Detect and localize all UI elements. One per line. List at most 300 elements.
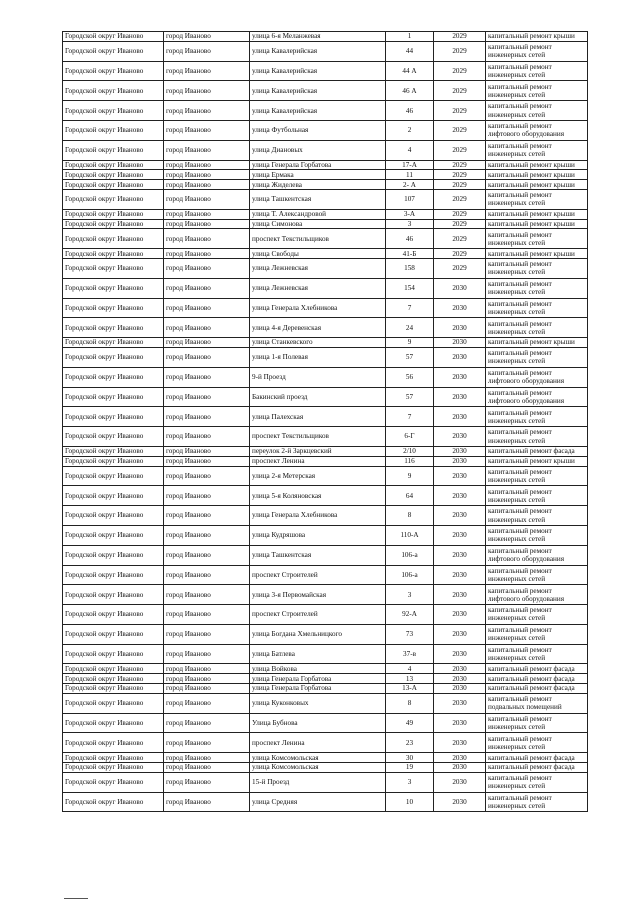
- locality-cell: город Иваново: [164, 32, 250, 42]
- street-cell: улица Комсомольская: [250, 753, 386, 763]
- street-cell: улица Генерала Хлебникова: [250, 298, 386, 318]
- municipality-cell: Городской округ Иваново: [63, 772, 164, 792]
- year-cell: 2030: [434, 792, 486, 812]
- year-cell: 2030: [434, 446, 486, 456]
- year-cell: 2029: [434, 180, 486, 190]
- work-type-cell: капитальный ремонт инженерных сетей: [486, 258, 588, 278]
- house-number-cell: 44: [386, 41, 434, 61]
- year-cell: 2030: [434, 565, 486, 585]
- municipality-cell: Городской округ Иваново: [63, 387, 164, 407]
- locality-cell: город Иваново: [164, 456, 250, 466]
- house-number-cell: 44 А: [386, 61, 434, 81]
- table-row: [63, 120, 588, 140]
- table-row: [63, 298, 588, 318]
- locality-cell: город Иваново: [164, 140, 250, 160]
- work-type-cell: капитальный ремонт инженерных сетей: [486, 713, 588, 733]
- document-page: [62, 31, 587, 812]
- locality-cell: город Иваново: [164, 466, 250, 486]
- work-type-cell: капитальный ремонт инженерных сетей: [486, 792, 588, 812]
- work-type-cell: капитальный ремонт инженерных сетей: [486, 189, 588, 209]
- table-row: [63, 506, 588, 526]
- street-cell: улица Т. Александровой: [250, 209, 386, 219]
- work-type-cell: капитальный ремонт инженерных сетей: [486, 772, 588, 792]
- street-cell: улица 4-я Деревенская: [250, 318, 386, 338]
- locality-cell: город Иваново: [164, 545, 250, 565]
- work-type-cell: капитальный ремонт крыши: [486, 32, 588, 42]
- table-row: [63, 624, 588, 644]
- footer-line: [64, 898, 88, 899]
- year-cell: 2029: [434, 61, 486, 81]
- locality-cell: город Иваново: [164, 347, 250, 367]
- locality-cell: город Иваново: [164, 713, 250, 733]
- locality-cell: город Иваново: [164, 249, 250, 259]
- street-cell: улица Ермака: [250, 170, 386, 180]
- municipality-cell: Городской округ Иваново: [63, 219, 164, 229]
- house-number-cell: 106-а: [386, 565, 434, 585]
- table-row: [63, 318, 588, 338]
- municipality-cell: Городской округ Иваново: [63, 81, 164, 101]
- table-row: [63, 792, 588, 812]
- street-cell: улица Лежневская: [250, 258, 386, 278]
- municipality-cell: Городской округ Иваново: [63, 684, 164, 694]
- municipality-cell: Городской округ Иваново: [63, 644, 164, 664]
- house-number-cell: 13-А: [386, 684, 434, 694]
- table-row: [63, 693, 588, 713]
- work-type-cell: капитальный ремонт лифтового оборудования: [486, 120, 588, 140]
- street-cell: улица Кавалерийская: [250, 41, 386, 61]
- street-cell: переулок 2-й Заркцевский: [250, 446, 386, 456]
- year-cell: 2030: [434, 407, 486, 427]
- locality-cell: город Иваново: [164, 120, 250, 140]
- house-number-cell: 64: [386, 486, 434, 506]
- house-number-cell: 6-Г: [386, 427, 434, 447]
- house-number-cell: 56: [386, 367, 434, 387]
- municipality-cell: Городской округ Иваново: [63, 180, 164, 190]
- work-type-cell: капитальный ремонт инженерных сетей: [486, 318, 588, 338]
- street-cell: 9-й Проезд: [250, 367, 386, 387]
- table-row: [63, 407, 588, 427]
- house-number-cell: 11: [386, 170, 434, 180]
- municipality-cell: Городской округ Иваново: [63, 170, 164, 180]
- year-cell: 2029: [434, 209, 486, 219]
- year-cell: 2030: [434, 486, 486, 506]
- locality-cell: город Иваново: [164, 338, 250, 348]
- house-number-cell: 9: [386, 466, 434, 486]
- municipality-cell: Городской округ Иваново: [63, 278, 164, 298]
- house-number-cell: 46: [386, 229, 434, 249]
- locality-cell: город Иваново: [164, 180, 250, 190]
- street-cell: улица Кавалерийская: [250, 81, 386, 101]
- year-cell: 2030: [434, 684, 486, 694]
- locality-cell: город Иваново: [164, 733, 250, 753]
- year-cell: 2030: [434, 525, 486, 545]
- work-type-cell: капитальный ремонт инженерных сетей: [486, 525, 588, 545]
- street-cell: улица Войкова: [250, 664, 386, 674]
- locality-cell: город Иваново: [164, 792, 250, 812]
- work-type-cell: капитальный ремонт инженерных сетей: [486, 733, 588, 753]
- house-number-cell: 73: [386, 624, 434, 644]
- municipality-cell: Городской округ Иваново: [63, 585, 164, 605]
- table-row: [63, 446, 588, 456]
- work-type-cell: капитальный ремонт инженерных сетей: [486, 427, 588, 447]
- work-type-cell: капитальный ремонт лифтового оборудования: [486, 367, 588, 387]
- work-type-cell: капитальный ремонт крыши: [486, 456, 588, 466]
- work-type-cell: капитальный ремонт инженерных сетей: [486, 565, 588, 585]
- street-cell: проспект Ленина: [250, 733, 386, 753]
- locality-cell: город Иваново: [164, 318, 250, 338]
- locality-cell: город Иваново: [164, 446, 250, 456]
- locality-cell: город Иваново: [164, 525, 250, 545]
- locality-cell: город Иваново: [164, 298, 250, 318]
- year-cell: 2030: [434, 733, 486, 753]
- house-number-cell: 19: [386, 763, 434, 773]
- municipality-cell: Городской округ Иваново: [63, 713, 164, 733]
- house-number-cell: 154: [386, 278, 434, 298]
- house-number-cell: 49: [386, 713, 434, 733]
- year-cell: 2029: [434, 81, 486, 101]
- house-number-cell: 4: [386, 664, 434, 674]
- table-row: [63, 278, 588, 298]
- house-number-cell: 92-А: [386, 605, 434, 625]
- municipality-cell: Городской округ Иваново: [63, 506, 164, 526]
- street-cell: проспект Строителей: [250, 565, 386, 585]
- street-cell: улица Палехская: [250, 407, 386, 427]
- table-row: [63, 763, 588, 773]
- street-cell: улица 5-я Коляновская: [250, 486, 386, 506]
- table-row: [63, 545, 588, 565]
- table-row: [63, 160, 588, 170]
- table-row: [63, 713, 588, 733]
- work-type-cell: капитальный ремонт инженерных сетей: [486, 466, 588, 486]
- locality-cell: город Иваново: [164, 229, 250, 249]
- municipality-cell: Городской округ Иваново: [63, 753, 164, 763]
- work-type-cell: капитальный ремонт фасада: [486, 753, 588, 763]
- municipality-cell: Городской округ Иваново: [63, 249, 164, 259]
- street-cell: улица Генерала Горбатова: [250, 684, 386, 694]
- municipality-cell: Городской округ Иваново: [63, 338, 164, 348]
- house-number-cell: 17-А: [386, 160, 434, 170]
- table-row: [63, 249, 588, 259]
- locality-cell: город Иваново: [164, 753, 250, 763]
- house-number-cell: 7: [386, 298, 434, 318]
- street-cell: проспект Строителей: [250, 605, 386, 625]
- locality-cell: город Иваново: [164, 427, 250, 447]
- table-row: [63, 733, 588, 753]
- house-number-cell: 8: [386, 506, 434, 526]
- work-type-cell: капитальный ремонт фасада: [486, 446, 588, 456]
- locality-cell: город Иваново: [164, 624, 250, 644]
- work-type-cell: капитальный ремонт инженерных сетей: [486, 298, 588, 318]
- year-cell: 2030: [434, 545, 486, 565]
- house-number-cell: 3: [386, 219, 434, 229]
- work-type-cell: капитальный ремонт инженерных сетей: [486, 229, 588, 249]
- municipality-cell: Городской округ Иваново: [63, 446, 164, 456]
- street-cell: проспект Текстильщиков: [250, 427, 386, 447]
- house-number-cell: 2/10: [386, 446, 434, 456]
- municipality-cell: Городской округ Иваново: [63, 101, 164, 121]
- table-row: [63, 338, 588, 348]
- table-row: [63, 81, 588, 101]
- table-row: [63, 367, 588, 387]
- municipality-cell: Городской округ Иваново: [63, 674, 164, 684]
- municipality-cell: Городской округ Иваново: [63, 407, 164, 427]
- year-cell: 2030: [434, 585, 486, 605]
- locality-cell: город Иваново: [164, 41, 250, 61]
- municipality-cell: Городской округ Иваново: [63, 545, 164, 565]
- street-cell: улица 2-я Метерская: [250, 466, 386, 486]
- table-row: [63, 585, 588, 605]
- year-cell: 2030: [434, 772, 486, 792]
- locality-cell: город Иваново: [164, 486, 250, 506]
- work-type-cell: капитальный ремонт инженерных сетей: [486, 347, 588, 367]
- municipality-cell: Городской округ Иваново: [63, 693, 164, 713]
- year-cell: 2029: [434, 160, 486, 170]
- work-type-cell: капитальный ремонт фасада: [486, 674, 588, 684]
- street-cell: улица Симонова: [250, 219, 386, 229]
- municipality-cell: Городской округ Иваново: [63, 525, 164, 545]
- municipality-cell: Городской округ Иваново: [63, 624, 164, 644]
- locality-cell: город Иваново: [164, 565, 250, 585]
- street-cell: улица Батлева: [250, 644, 386, 664]
- table-row: [63, 180, 588, 190]
- table-row: [63, 525, 588, 545]
- work-type-cell: капитальный ремонт крыши: [486, 180, 588, 190]
- work-type-cell: капитальный ремонт фасада: [486, 763, 588, 773]
- year-cell: 2030: [434, 763, 486, 773]
- work-type-cell: капитальный ремонт инженерных сетей: [486, 644, 588, 664]
- year-cell: 2030: [434, 387, 486, 407]
- year-cell: 2030: [434, 624, 486, 644]
- municipality-cell: Городской округ Иваново: [63, 733, 164, 753]
- locality-cell: город Иваново: [164, 209, 250, 219]
- table-row: [63, 644, 588, 664]
- locality-cell: город Иваново: [164, 506, 250, 526]
- street-cell: Улица Бубнова: [250, 713, 386, 733]
- locality-cell: город Иваново: [164, 763, 250, 773]
- house-number-cell: 46 А: [386, 81, 434, 101]
- table-row: [63, 684, 588, 694]
- year-cell: 2029: [434, 120, 486, 140]
- work-type-cell: капитальный ремонт крыши: [486, 249, 588, 259]
- municipality-cell: Городской округ Иваново: [63, 466, 164, 486]
- house-number-cell: 46: [386, 101, 434, 121]
- municipality-cell: Городской округ Иваново: [63, 298, 164, 318]
- table-row: [63, 258, 588, 278]
- municipality-cell: Городской округ Иваново: [63, 427, 164, 447]
- table-row: [63, 466, 588, 486]
- year-cell: 2030: [434, 427, 486, 447]
- house-number-cell: 57: [386, 347, 434, 367]
- locality-cell: город Иваново: [164, 693, 250, 713]
- street-cell: улица Средняя: [250, 792, 386, 812]
- work-type-cell: капитальный ремонт крыши: [486, 338, 588, 348]
- street-cell: улица Генерала Горбатова: [250, 674, 386, 684]
- table-row: [63, 140, 588, 160]
- street-cell: улица Лежневская: [250, 278, 386, 298]
- house-number-cell: 2: [386, 120, 434, 140]
- street-cell: улица Куконковых: [250, 693, 386, 713]
- street-cell: улица Станкевского: [250, 338, 386, 348]
- table-row: [63, 347, 588, 367]
- municipality-cell: Городской округ Иваново: [63, 189, 164, 209]
- street-cell: улица Жиделева: [250, 180, 386, 190]
- table-row: [63, 427, 588, 447]
- municipality-cell: Городской округ Иваново: [63, 792, 164, 812]
- year-cell: 2030: [434, 456, 486, 466]
- house-number-cell: 23: [386, 733, 434, 753]
- table-row: [63, 772, 588, 792]
- street-cell: улица Ташкентская: [250, 545, 386, 565]
- municipality-cell: Городской округ Иваново: [63, 41, 164, 61]
- year-cell: 2030: [434, 713, 486, 733]
- house-number-cell: 107: [386, 189, 434, 209]
- municipality-cell: Городской округ Иваново: [63, 565, 164, 585]
- locality-cell: город Иваново: [164, 387, 250, 407]
- year-cell: 2029: [434, 41, 486, 61]
- table-row: [63, 219, 588, 229]
- street-cell: улица 1-я Полевая: [250, 347, 386, 367]
- table-body: [63, 32, 588, 812]
- street-cell: улица Богдана Хмельницкого: [250, 624, 386, 644]
- locality-cell: город Иваново: [164, 189, 250, 209]
- work-type-cell: капитальный ремонт фасада: [486, 664, 588, 674]
- locality-cell: город Иваново: [164, 160, 250, 170]
- house-number-cell: 8: [386, 693, 434, 713]
- table-row: [63, 101, 588, 121]
- house-number-cell: 13: [386, 674, 434, 684]
- house-number-cell: 9: [386, 338, 434, 348]
- work-type-cell: капитальный ремонт инженерных сетей: [486, 278, 588, 298]
- locality-cell: город Иваново: [164, 605, 250, 625]
- street-cell: улица Генерала Хлебникова: [250, 506, 386, 526]
- street-cell: 15-й Проезд: [250, 772, 386, 792]
- table-row: [63, 229, 588, 249]
- year-cell: 2030: [434, 338, 486, 348]
- table-row: [63, 61, 588, 81]
- work-type-cell: капитальный ремонт крыши: [486, 170, 588, 180]
- table-row: [63, 605, 588, 625]
- locality-cell: город Иваново: [164, 170, 250, 180]
- work-type-cell: капитальный ремонт инженерных сетей: [486, 486, 588, 506]
- municipality-cell: Городской округ Иваново: [63, 32, 164, 42]
- house-number-cell: 3: [386, 585, 434, 605]
- locality-cell: город Иваново: [164, 664, 250, 674]
- house-number-cell: 2- А: [386, 180, 434, 190]
- street-cell: проспект Текстильщиков: [250, 229, 386, 249]
- locality-cell: город Иваново: [164, 219, 250, 229]
- house-number-cell: 110-А: [386, 525, 434, 545]
- street-cell: улица Кавалерийская: [250, 101, 386, 121]
- year-cell: 2029: [434, 170, 486, 180]
- street-cell: Бакинский проезд: [250, 387, 386, 407]
- house-number-cell: 106-а: [386, 545, 434, 565]
- locality-cell: город Иваново: [164, 61, 250, 81]
- street-cell: улица Кавалерийская: [250, 61, 386, 81]
- house-number-cell: 3-А: [386, 209, 434, 219]
- work-type-cell: капитальный ремонт крыши: [486, 209, 588, 219]
- table-row: [63, 486, 588, 506]
- house-number-cell: 158: [386, 258, 434, 278]
- work-type-cell: капитальный ремонт инженерных сетей: [486, 81, 588, 101]
- locality-cell: город Иваново: [164, 81, 250, 101]
- municipality-cell: Городской округ Иваново: [63, 664, 164, 674]
- house-number-cell: 7: [386, 407, 434, 427]
- house-number-cell: 57: [386, 387, 434, 407]
- municipality-cell: Городской округ Иваново: [63, 318, 164, 338]
- year-cell: 2030: [434, 506, 486, 526]
- year-cell: 2030: [434, 605, 486, 625]
- municipality-cell: Городской округ Иваново: [63, 605, 164, 625]
- work-type-cell: капитальный ремонт инженерных сетей: [486, 506, 588, 526]
- table-row: [63, 674, 588, 684]
- year-cell: 2030: [434, 298, 486, 318]
- street-cell: улица Кудряшова: [250, 525, 386, 545]
- year-cell: 2029: [434, 258, 486, 278]
- municipality-cell: Городской округ Иваново: [63, 347, 164, 367]
- year-cell: 2029: [434, 219, 486, 229]
- municipality-cell: Городской округ Иваново: [63, 61, 164, 81]
- locality-cell: город Иваново: [164, 258, 250, 278]
- municipality-cell: Городской округ Иваново: [63, 140, 164, 160]
- house-number-cell: 41-Б: [386, 249, 434, 259]
- street-cell: улица 6-я Меланжевая: [250, 32, 386, 42]
- year-cell: 2030: [434, 347, 486, 367]
- work-type-cell: капитальный ремонт инженерных сетей: [486, 101, 588, 121]
- year-cell: 2030: [434, 367, 486, 387]
- year-cell: 2030: [434, 693, 486, 713]
- locality-cell: город Иваново: [164, 101, 250, 121]
- year-cell: 2030: [434, 753, 486, 763]
- work-type-cell: капитальный ремонт инженерных сетей: [486, 140, 588, 160]
- street-cell: улица Диановых: [250, 140, 386, 160]
- table-row: [63, 387, 588, 407]
- table-row: [63, 32, 588, 42]
- street-cell: улица Генерала Горбатова: [250, 160, 386, 170]
- year-cell: 2029: [434, 101, 486, 121]
- locality-cell: город Иваново: [164, 684, 250, 694]
- year-cell: 2030: [434, 644, 486, 664]
- year-cell: 2030: [434, 318, 486, 338]
- work-type-cell: капитальный ремонт подвальных помещений: [486, 693, 588, 713]
- municipality-cell: Городской округ Иваново: [63, 229, 164, 249]
- table-row: [63, 189, 588, 209]
- municipality-cell: Городской округ Иваново: [63, 120, 164, 140]
- locality-cell: город Иваново: [164, 278, 250, 298]
- year-cell: 2029: [434, 229, 486, 249]
- street-cell: улица Комсомольская: [250, 763, 386, 773]
- locality-cell: город Иваново: [164, 407, 250, 427]
- work-type-cell: капитальный ремонт инженерных сетей: [486, 605, 588, 625]
- street-cell: улица Свободы: [250, 249, 386, 259]
- municipality-cell: Городской округ Иваново: [63, 160, 164, 170]
- repair-schedule-table: [62, 31, 588, 812]
- year-cell: 2030: [434, 466, 486, 486]
- table-row: [63, 753, 588, 763]
- work-type-cell: капитальный ремонт инженерных сетей: [486, 407, 588, 427]
- year-cell: 2030: [434, 278, 486, 298]
- table-row: [63, 664, 588, 674]
- table-row: [63, 170, 588, 180]
- year-cell: 2030: [434, 674, 486, 684]
- work-type-cell: капитальный ремонт инженерных сетей: [486, 61, 588, 81]
- municipality-cell: Городской округ Иваново: [63, 456, 164, 466]
- work-type-cell: капитальный ремонт инженерных сетей: [486, 624, 588, 644]
- locality-cell: город Иваново: [164, 585, 250, 605]
- table-row: [63, 456, 588, 466]
- locality-cell: город Иваново: [164, 367, 250, 387]
- table-row: [63, 41, 588, 61]
- house-number-cell: 4: [386, 140, 434, 160]
